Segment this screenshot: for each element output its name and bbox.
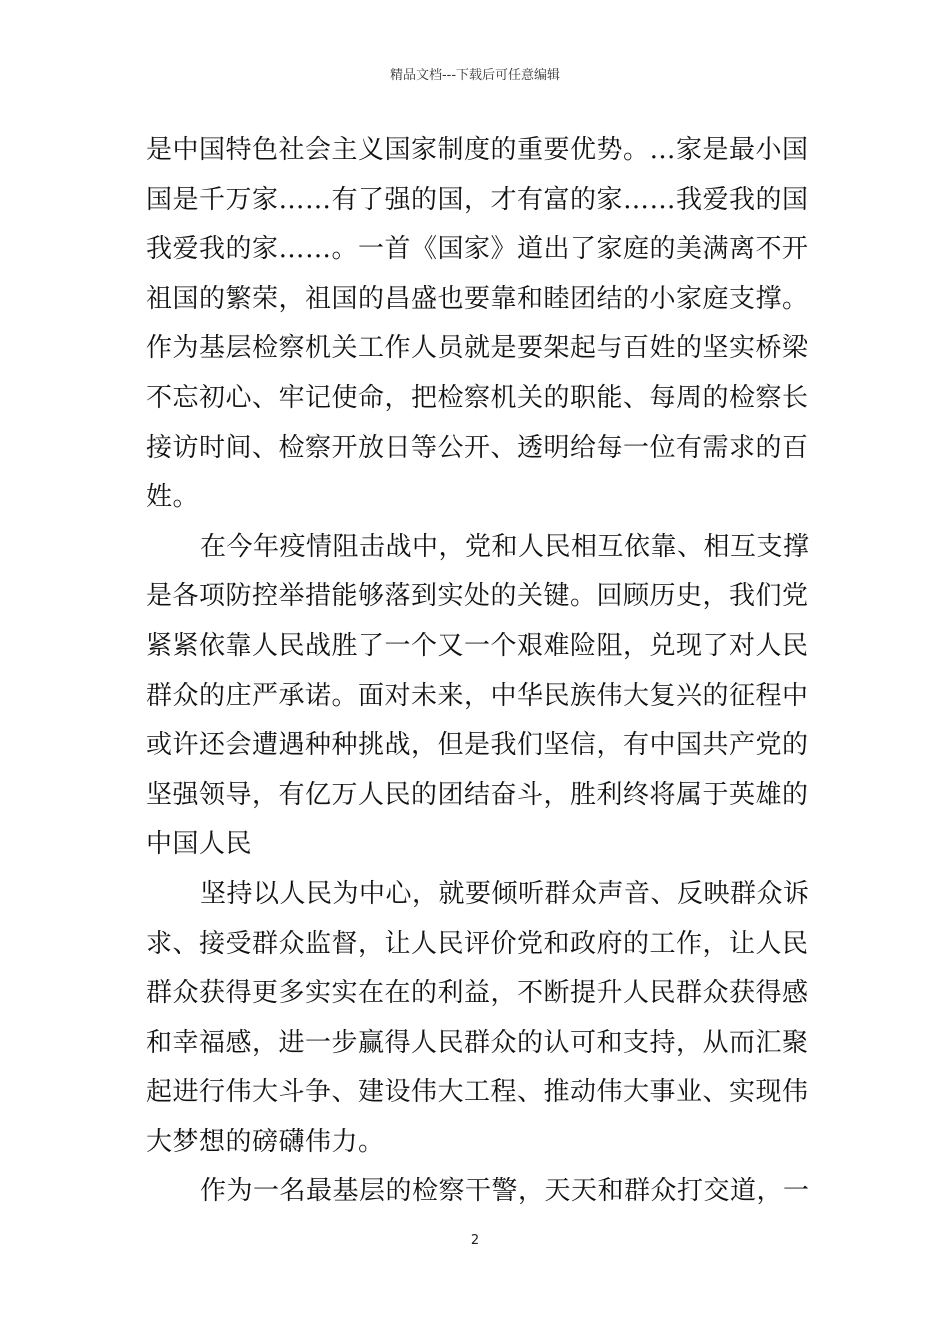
text-line: 群众的庄严承诺。面对未来，中华民族伟大复兴的征程中 — [146, 680, 809, 711]
text-line: 求、接受群众监督，让人民评价党和政府的工作，让人民 — [146, 928, 809, 959]
paragraph-first-line: 在今年疫情阻击战中，党和人民相互依靠、相互支撑 — [200, 531, 810, 562]
text-line: 我爱我的家……。一首《国家》道出了家庭的美满离不开 — [146, 234, 809, 265]
text-line: 中国人民 — [146, 829, 253, 860]
paragraph-first-line: 作为一名最基层的检察干警，天天和群众打交道，一 — [200, 1176, 810, 1207]
text-line: 祖国的繁荣，祖国的昌盛也要靠和睦团结的小家庭支撑。 — [146, 283, 809, 314]
text-line: 是中国特色社会主义国家制度的重要优势。…家是最小国 — [146, 135, 809, 165]
text-line: 作为基层检察机关工作人员就是要架起与百姓的坚实桥梁 — [146, 333, 809, 364]
page-number: 2 — [470, 1233, 480, 1248]
text-line: 大梦想的磅礴伟力。 — [146, 1126, 385, 1157]
document-header: 精品文档---下载后可任意编辑 — [389, 68, 561, 83]
text-line: 国是千万家……有了强的国，才有富的家……我爱我的国 — [146, 184, 809, 215]
text-line: 姓。 — [146, 482, 200, 513]
text-line: 接访时间、检察开放日等公开、透明给每一位有需求的百 — [146, 432, 809, 463]
text-line: 坚强领导，有亿万人民的团结奋斗，胜利终将属于英雄的 — [146, 779, 809, 810]
text-line: 不忘初心、牢记使命，把检察机关的职能、每周的检察长 — [146, 382, 809, 413]
text-line: 或许还会遭遇种种挑战，但是我们坚信，有中国共产党的 — [146, 730, 809, 761]
text-line: 紧紧依靠人民战胜了一个又一个艰难险阻，兑现了对人民 — [146, 630, 809, 661]
text-line: 和幸福感，进一步赢得人民群众的认可和支持，从而汇聚 — [146, 1027, 809, 1058]
text-line: 起进行伟大斗争、建设伟大工程、推动伟大事业、实现伟 — [146, 1077, 809, 1108]
document-body — [146, 126, 816, 1217]
text-line: 群众获得更多实实在在的利益，不断提升人民群众获得感 — [146, 978, 809, 1009]
text-line: 是各项防控举措能够落到实处的关键。回顾历史，我们党 — [146, 581, 809, 612]
paragraph-first-line: 坚持以人民为中心，就要倾听群众声音、反映群众诉 — [200, 878, 810, 909]
